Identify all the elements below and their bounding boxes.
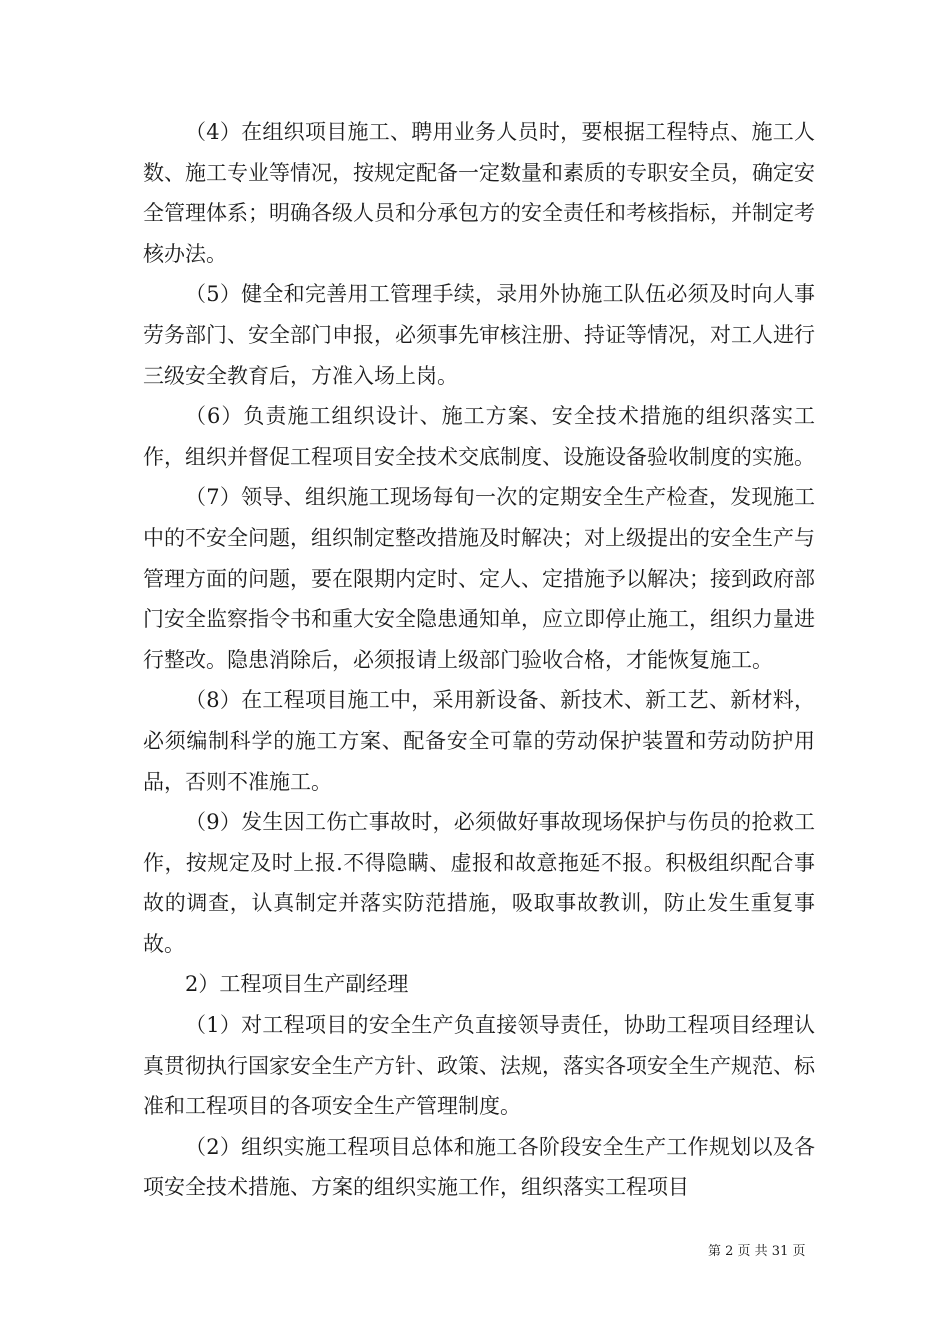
paragraph-item-4: （4）在组织项目施工、聘用业务人员时，要根据工程特点、施工人数、施工专业等情况，按规定配备一定数量和素质的专职安全员，确定安全管理体系；明确各级人员和分承包方的安全责任和考核指标，并制定考核办法。 (143, 120, 815, 266)
paragraph-item-6: （6）负责施工组织设计、施工方案、安全技术措施的组织落实工作，组织并督促工程项目安全技术交底制度、设施设备验收制度的实施。 (143, 404, 815, 469)
paragraph-item-1: （1）对工程项目的安全生产负直接领导责任，协助工程项目经理认真贯彻执行国家安全生产方针、政策、法规，落实各项安全生产规范、标准和工程项目的各项安全生产管理制度。 (143, 1013, 815, 1119)
paragraph-item-8: （8）在工程项目施工中，采用新设备、新技术、新工艺、新材料，必须编制科学的施工方案、配备安全可靠的劳动保护装置和劳动防护用品，否则不准施工。 (143, 688, 815, 794)
document-body (143, 112, 815, 1208)
page-number-footer: 第 2 页 共 31 页 (708, 1244, 806, 1259)
paragraph-item-2: （2）组织实施工程项目总体和施工各阶段安全生产工作规划以及各项安全技术措施、方案的组织实施工作，组织落实工程项目 (143, 1134, 815, 1200)
section-heading: 2）工程项目生产副经理 (185, 972, 409, 997)
paragraph-item-5: （5）健全和完善用工管理手续，录用外协施工队伍必须及时向人事劳务部门、安全部门申报，必须事先审核注册、持证等情况，对工人进行三级安全教育后，方准入场上岗。 (143, 282, 815, 388)
paragraph-item-9: （9）发生因工伤亡事故时，必须做好事故现场保护与伤员的抢救工作，按规定及时上报.不得隐瞒、虚报和故意拖延不报。积极组织配合事故的调查，认真制定并落实防范措施，吸取事故教训，防止发生重复事故。 (143, 810, 815, 956)
paragraph-item-7: （7）领导、组织施工现场每旬一次的定期安全生产检查，发现施工中的不安全问题，组织制定整改措施及时解决；对上级提出的安全生产与管理方面的问题，要在限期内定时、定人、定措施予以解决；接到政府部门安全监察指令书和重大安全隐患通知单，应立即停止施工，组织力量进行整改。隐患消除后，必须报请上级部门验收合格，才能恢复施工。 (143, 485, 815, 672)
